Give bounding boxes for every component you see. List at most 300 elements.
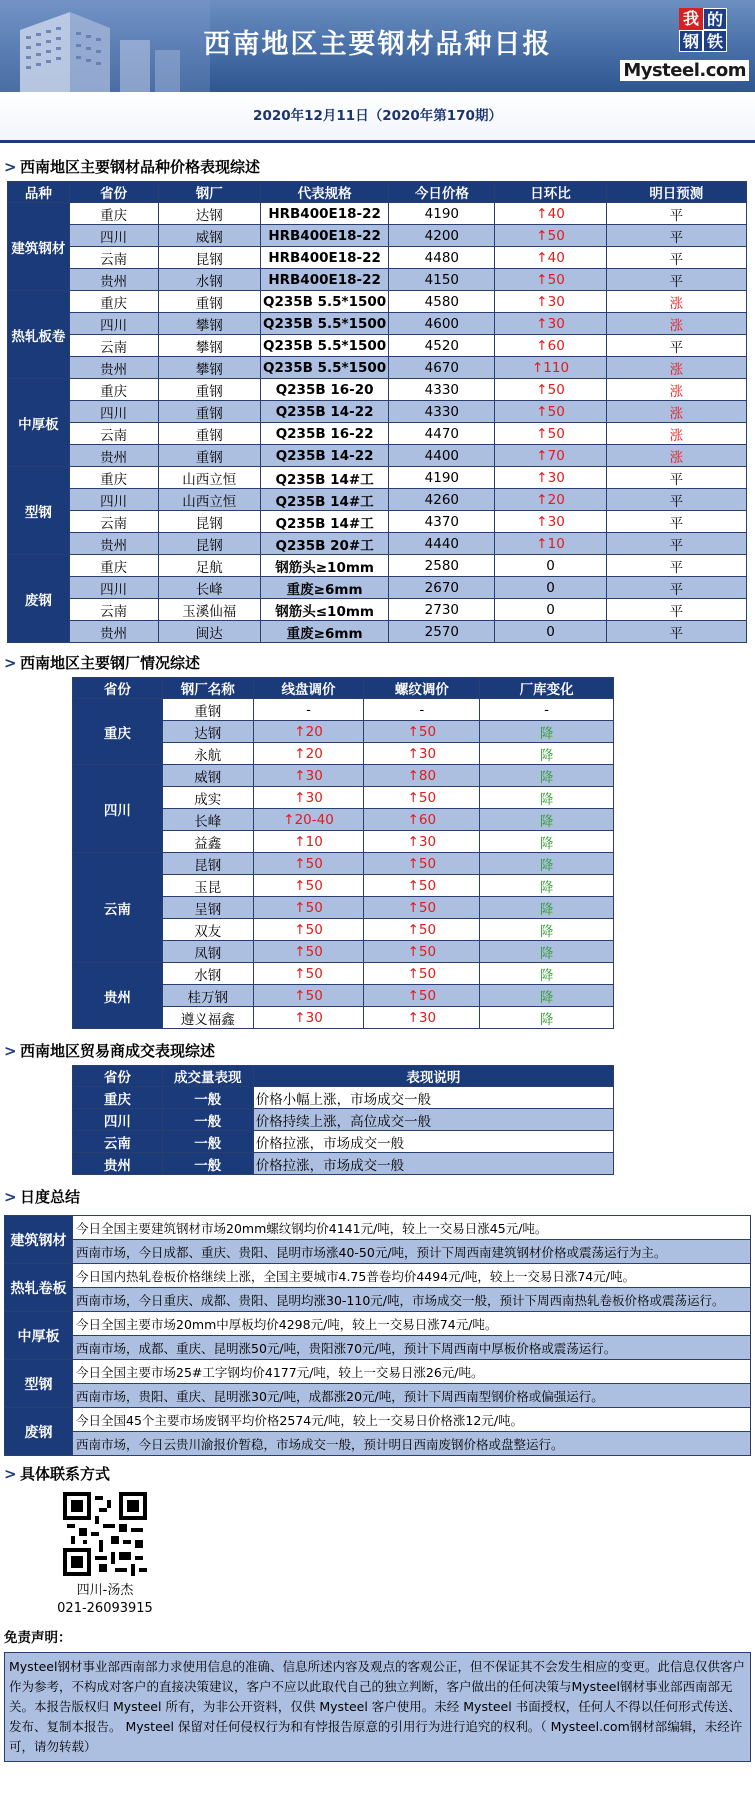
table-row <box>8 577 747 599</box>
wire-price-cell: ↑20 <box>253 721 364 743</box>
stock-change-cell: 降 <box>480 809 614 831</box>
price-cell: 4190 <box>389 203 495 225</box>
summary-row <box>5 1216 751 1240</box>
change-cell: 0 <box>495 555 606 577</box>
province-cell: 重庆 <box>69 291 158 313</box>
qr-code-icon <box>63 1492 147 1576</box>
table-row <box>8 401 747 423</box>
stock-change-cell: 降 <box>480 963 614 985</box>
change-cell: ↑50 <box>495 423 606 445</box>
spec-cell: Q235B 14-22 <box>261 401 389 423</box>
summary-row <box>5 1360 751 1384</box>
change-cell: 0 <box>495 577 606 599</box>
table-row <box>8 335 747 357</box>
column-header: 明日预测 <box>606 182 746 203</box>
category-cell: 废钢 <box>5 1408 73 1456</box>
description-cell: 价格拉涨，市场成交一般 <box>253 1131 613 1153</box>
column-header: 钢厂名称 <box>162 678 253 699</box>
wire-price-cell: ↑50 <box>253 919 364 941</box>
province-cell: 云南 <box>73 1131 163 1153</box>
mill-cell: 益鑫 <box>162 831 253 853</box>
table-row <box>73 1087 614 1109</box>
forecast-cell: 平 <box>606 269 746 291</box>
table-row <box>8 291 747 313</box>
spec-cell: Q235B 20#工 <box>261 533 389 555</box>
logo-brand: Mysteel.com <box>620 60 749 81</box>
mill-cell: 闽达 <box>158 621 260 643</box>
forecast-cell: 平 <box>606 599 746 621</box>
rebar-price-cell: ↑30 <box>364 743 480 765</box>
mill-cell: 足航 <box>158 555 260 577</box>
forecast-cell: 平 <box>606 555 746 577</box>
summary-row <box>5 1312 751 1336</box>
province-cell: 云南 <box>69 335 158 357</box>
chevron-right-icon: > <box>4 1042 17 1060</box>
wire-price-cell: ↑50 <box>253 853 364 875</box>
province-cell: 贵州 <box>69 445 158 467</box>
spec-cell: Q235B 5.5*1500 <box>261 335 389 357</box>
change-cell: ↑30 <box>495 467 606 489</box>
table-row <box>8 379 747 401</box>
change-cell: ↑40 <box>495 247 606 269</box>
province-cell: 贵州 <box>69 269 158 291</box>
rebar-price-cell: ↑50 <box>364 853 480 875</box>
column-header: 省份 <box>69 182 158 203</box>
section-summary-title: > 日度总结 <box>0 1183 755 1211</box>
wire-price-cell: ↑20 <box>253 743 364 765</box>
table-header-row <box>8 182 747 203</box>
mill-cell: 桂万钢 <box>162 985 253 1007</box>
forecast-cell: 涨 <box>606 445 746 467</box>
province-cell: 重庆 <box>69 467 158 489</box>
stock-change-cell: 降 <box>480 875 614 897</box>
mill-cell: 水钢 <box>162 963 253 985</box>
province-cell: 云南 <box>73 853 163 963</box>
change-cell: ↑50 <box>495 401 606 423</box>
column-header: 成交量表现 <box>162 1066 253 1087</box>
table-row <box>8 467 747 489</box>
change-cell: ↑60 <box>495 335 606 357</box>
province-cell: 云南 <box>69 423 158 445</box>
forecast-cell: 涨 <box>606 291 746 313</box>
spec-cell: Q235B 5.5*1500 <box>261 313 389 335</box>
rebar-price-cell: - <box>364 699 480 721</box>
spec-cell: Q235B 5.5*1500 <box>261 357 389 379</box>
issue-date: 2020年12月11日（2020年第170期） <box>0 92 755 140</box>
table-row <box>73 1109 614 1131</box>
logo-char: 的 <box>703 8 727 30</box>
rebar-price-cell: ↑50 <box>364 985 480 1007</box>
mill-cell: 威钢 <box>158 225 260 247</box>
mill-cell: 重钢 <box>158 291 260 313</box>
logo-chars <box>679 8 727 52</box>
province-cell: 云南 <box>69 599 158 621</box>
chevron-right-icon: > <box>4 654 17 672</box>
spec-cell: Q235B 16-22 <box>261 423 389 445</box>
header-divider <box>0 140 755 143</box>
column-header: 代表规格 <box>261 182 389 203</box>
column-header: 日环比 <box>495 182 606 203</box>
price-cell: 4370 <box>389 511 495 533</box>
description-cell: 价格持续上涨，高位成交一般 <box>253 1109 613 1131</box>
mill-cell: 重钢 <box>158 379 260 401</box>
spec-cell: Q235B 5.5*1500 <box>261 291 389 313</box>
province-cell: 云南 <box>69 511 158 533</box>
summary-national: 今日全国主要市场25#工字钢均价4177元/吨，较上一交易日涨26元/吨。 <box>73 1360 751 1384</box>
logo-char: 我 <box>679 8 703 30</box>
price-cell: 4480 <box>389 247 495 269</box>
stock-change-cell: 降 <box>480 985 614 1007</box>
volume-cell: 一般 <box>162 1153 253 1175</box>
table-row <box>73 963 614 985</box>
wire-price-cell: ↑50 <box>253 897 364 919</box>
summary-row <box>5 1240 751 1264</box>
contact-phone: 021-26093915 <box>57 1601 153 1616</box>
price-cell: 4600 <box>389 313 495 335</box>
summary-row <box>5 1384 751 1408</box>
spec-cell: Q235B 14#工 <box>261 467 389 489</box>
forecast-cell: 平 <box>606 203 746 225</box>
mill-cell: 玉溪仙福 <box>158 599 260 621</box>
change-cell: 0 <box>495 599 606 621</box>
wire-price-cell: ↑50 <box>253 963 364 985</box>
mill-cell: 攀钢 <box>158 357 260 379</box>
column-header: 厂库变化 <box>480 678 614 699</box>
rebar-price-cell: ↑50 <box>364 875 480 897</box>
forecast-cell: 涨 <box>606 401 746 423</box>
change-cell: ↑10 <box>495 533 606 555</box>
spec-cell: Q235B 14#工 <box>261 511 389 533</box>
table-row <box>73 853 614 875</box>
wire-price-cell: ↑50 <box>253 985 364 1007</box>
table-row <box>8 313 747 335</box>
table-row <box>8 357 747 379</box>
province-cell: 重庆 <box>73 1087 163 1109</box>
summary-row <box>5 1288 751 1312</box>
table-row <box>73 1131 614 1153</box>
province-cell: 四川 <box>69 489 158 511</box>
mill-cell: 昆钢 <box>158 511 260 533</box>
price-cell: 2730 <box>389 599 495 621</box>
mill-cell: 重钢 <box>158 445 260 467</box>
table-row <box>73 699 614 721</box>
price-cell: 4330 <box>389 401 495 423</box>
forecast-cell: 涨 <box>606 357 746 379</box>
table-header-row <box>73 678 614 699</box>
section-trade-title: > 西南地区贸易商成交表现综述 <box>0 1037 755 1065</box>
mill-cell: 昆钢 <box>158 247 260 269</box>
stock-change-cell: 降 <box>480 743 614 765</box>
stock-change-cell: 降 <box>480 1007 614 1029</box>
mill-cell: 攀钢 <box>158 313 260 335</box>
table-row <box>8 203 747 225</box>
table-row <box>8 621 747 643</box>
price-table <box>7 181 747 643</box>
header-banner <box>0 0 755 92</box>
change-cell: ↑70 <box>495 445 606 467</box>
stock-change-cell: 降 <box>480 853 614 875</box>
summary-national: 今日全国主要建筑钢材市场20mm螺纹钢均价4141元/吨，较上一交易日涨45元/吨。 <box>73 1216 751 1240</box>
disclaimer-title: 免责声明： <box>4 1630 72 1646</box>
price-cell: 4440 <box>389 533 495 555</box>
section-contact-title: > 具体联系方式 <box>0 1460 755 1488</box>
spec-cell: HRB400E18-22 <box>261 269 389 291</box>
table-row <box>8 247 747 269</box>
table-row <box>8 511 747 533</box>
category-cell: 中厚板 <box>5 1312 73 1360</box>
province-cell: 四川 <box>69 313 158 335</box>
logo-char: 铁 <box>703 30 727 52</box>
volume-cell: 一般 <box>162 1109 253 1131</box>
province-cell: 重庆 <box>69 203 158 225</box>
column-header: 省份 <box>73 678 163 699</box>
change-cell: ↑110 <box>495 357 606 379</box>
price-cell: 2670 <box>389 577 495 599</box>
stock-change-cell: 降 <box>480 897 614 919</box>
stock-change-cell: 降 <box>480 787 614 809</box>
summary-national: 今日全国45个主要市场废钢平均价格2574元/吨，较上一交易日价格涨12元/吨。 <box>73 1408 751 1432</box>
summary-row <box>5 1264 751 1288</box>
summary-national: 今日全国主要市场20mm中厚板均价4298元/吨，较上一交易日涨74元/吨。 <box>73 1312 751 1336</box>
summary-national: 今日国内热轧卷板价格继续上涨，全国主要城市4.75普卷均价4494元/吨，较上一交易日涨74元/吨。 <box>73 1264 751 1288</box>
mill-cell: 重钢 <box>158 401 260 423</box>
contact-name: 四川-汤杰 <box>76 1583 134 1598</box>
mill-cell: 永航 <box>162 743 253 765</box>
summary-row <box>5 1432 751 1456</box>
category-cell: 中厚板 <box>8 379 70 467</box>
table-row <box>73 765 614 787</box>
change-cell: ↑50 <box>495 379 606 401</box>
description-cell: 价格小幅上涨，市场成交一般 <box>253 1087 613 1109</box>
province-cell: 贵州 <box>69 357 158 379</box>
price-cell: 4580 <box>389 291 495 313</box>
rebar-price-cell: ↑50 <box>364 963 480 985</box>
summary-southwest: 西南市场，今日成都、重庆、贵阳、昆明市场涨40-50元/吨，预计下周西南建筑钢材价格或震荡运行为主。 <box>73 1240 751 1264</box>
wire-price-cell: - <box>253 699 364 721</box>
province-cell: 云南 <box>69 247 158 269</box>
mill-cell: 达钢 <box>158 203 260 225</box>
province-cell: 贵州 <box>73 1153 163 1175</box>
price-cell: 4190 <box>389 467 495 489</box>
mill-cell: 威钢 <box>162 765 253 787</box>
logo-char: 钢 <box>679 30 703 52</box>
summary-row <box>5 1408 751 1432</box>
price-cell: 4330 <box>389 379 495 401</box>
price-cell: 2570 <box>389 621 495 643</box>
wire-price-cell: ↑10 <box>253 831 364 853</box>
price-cell: 4470 <box>389 423 495 445</box>
summary-table <box>4 1215 751 1456</box>
table-row <box>8 225 747 247</box>
province-cell: 贵州 <box>69 533 158 555</box>
category-cell: 热轧卷板 <box>5 1264 73 1312</box>
change-cell: 0 <box>495 621 606 643</box>
province-cell: 四川 <box>69 401 158 423</box>
stock-change-cell: - <box>480 699 614 721</box>
forecast-cell: 涨 <box>606 379 746 401</box>
province-cell: 四川 <box>73 1109 163 1131</box>
spec-cell: 钢筋头≥10mm <box>261 555 389 577</box>
province-cell: 贵州 <box>69 621 158 643</box>
description-cell: 价格拉涨，市场成交一般 <box>253 1153 613 1175</box>
mill-cell: 遵义福鑫 <box>162 1007 253 1029</box>
summary-southwest: 西南市场，贵阳、重庆、昆明涨30元/吨，成都涨20元/吨，预计下周西南型钢价格或偏强运行。 <box>73 1384 751 1408</box>
disclaimer-text: Mysteel钢材事业部西南部力求使用信息的准确、信息所述内容及观点的客观公正，但不保证其不会发生相应的变更。此信息仅供客户作为参考，不构成对客户的直接决策建议，客户不应以此取代自己的独立判断，客户做出的任何决策与Mysteel钢材事业部西南部无关。本报告版权归 Mysteel 所有，为非公开资料，仅供 Mysteel 客户使用。未经 Mysteel 书面授权，任何人不得以任何形式传送、发布、复制本报告。 Mysteel 保留对任何侵权行为和有悖报告原意的引用行为进行追究的权利。（ Mysteel.com钢材部编辑，未经许可，请勿转载） <box>4 1652 751 1762</box>
trade-table <box>72 1065 614 1175</box>
wire-price-cell: ↑50 <box>253 941 364 963</box>
category-cell: 建筑钢材 <box>5 1216 73 1264</box>
section-mill-title: > 西南地区主要钢厂情况综述 <box>0 649 755 677</box>
wire-price-cell: ↑30 <box>253 1007 364 1029</box>
province-cell: 四川 <box>69 225 158 247</box>
price-cell: 4400 <box>389 445 495 467</box>
spec-cell: 钢筋头≤10mm <box>261 599 389 621</box>
chevron-right-icon: > <box>4 158 17 176</box>
category-cell: 热轧板卷 <box>8 291 70 379</box>
column-header: 省份 <box>73 1066 163 1087</box>
rebar-price-cell: ↑50 <box>364 787 480 809</box>
change-cell: ↑50 <box>495 269 606 291</box>
mill-table <box>72 677 614 1029</box>
mysteel-logo <box>623 8 749 86</box>
forecast-cell: 平 <box>606 511 746 533</box>
spec-cell: HRB400E18-22 <box>261 247 389 269</box>
province-cell: 重庆 <box>69 379 158 401</box>
price-cell: 2580 <box>389 555 495 577</box>
mill-cell: 长峰 <box>158 577 260 599</box>
mill-cell: 玉昆 <box>162 875 253 897</box>
change-cell: ↑30 <box>495 291 606 313</box>
table-row <box>8 269 747 291</box>
column-header: 钢厂 <box>158 182 260 203</box>
change-cell: ↑50 <box>495 225 606 247</box>
province-cell: 重庆 <box>69 555 158 577</box>
province-cell: 四川 <box>69 577 158 599</box>
wire-price-cell: ↑30 <box>253 787 364 809</box>
mill-cell: 双友 <box>162 919 253 941</box>
price-cell: 4670 <box>389 357 495 379</box>
chevron-right-icon: > <box>4 1188 17 1206</box>
forecast-cell: 平 <box>606 533 746 555</box>
mill-cell: 山西立恒 <box>158 489 260 511</box>
table-row <box>8 489 747 511</box>
category-cell: 型钢 <box>8 467 70 555</box>
change-cell: ↑40 <box>495 203 606 225</box>
mill-cell: 昆钢 <box>162 853 253 875</box>
rebar-price-cell: ↑50 <box>364 919 480 941</box>
column-header: 线盘调价 <box>253 678 364 699</box>
spec-cell: Q235B 16-20 <box>261 379 389 401</box>
mill-cell: 攀钢 <box>158 335 260 357</box>
column-header: 螺纹调价 <box>364 678 480 699</box>
category-cell: 型钢 <box>5 1360 73 1408</box>
volume-cell: 一般 <box>162 1131 253 1153</box>
forecast-cell: 平 <box>606 621 746 643</box>
forecast-cell: 平 <box>606 225 746 247</box>
rebar-price-cell: ↑30 <box>364 831 480 853</box>
forecast-cell: 涨 <box>606 423 746 445</box>
price-cell: 4150 <box>389 269 495 291</box>
summary-row <box>5 1336 751 1360</box>
table-row <box>8 423 747 445</box>
column-header: 品种 <box>8 182 70 203</box>
wire-price-cell: ↑20-40 <box>253 809 364 831</box>
spec-cell: Q235B 14-22 <box>261 445 389 467</box>
mill-cell: 重钢 <box>162 699 253 721</box>
province-cell: 四川 <box>73 765 163 853</box>
summary-southwest: 西南市场，今日云贵川渝报价暂稳，市场成交一般，预计明日西南废钢价格或盘整运行。 <box>73 1432 751 1456</box>
forecast-cell: 平 <box>606 577 746 599</box>
price-cell: 4520 <box>389 335 495 357</box>
mill-cell: 重钢 <box>158 423 260 445</box>
table-header-row <box>73 1066 614 1087</box>
table-row <box>8 555 747 577</box>
change-cell: ↑20 <box>495 489 606 511</box>
mill-cell: 山西立恒 <box>158 467 260 489</box>
wire-price-cell: ↑30 <box>253 765 364 787</box>
mill-cell: 长峰 <box>162 809 253 831</box>
mill-cell: 达钢 <box>162 721 253 743</box>
contact-block <box>25 1492 185 1616</box>
mill-cell: 水钢 <box>158 269 260 291</box>
rebar-price-cell: ↑30 <box>364 1007 480 1029</box>
province-cell: 重庆 <box>73 699 163 765</box>
table-row <box>8 599 747 621</box>
chevron-right-icon: > <box>4 1465 17 1483</box>
summary-southwest: 西南市场，今日重庆、成都、贵阳、昆明均涨30-110元/吨，市场成交一般，预计下周西南热轧卷板价格或震荡运行。 <box>73 1288 751 1312</box>
report-title: 西南地区主要钢材品种日报 <box>203 29 552 60</box>
column-header: 今日价格 <box>389 182 495 203</box>
mill-cell: 成实 <box>162 787 253 809</box>
spec-cell: HRB400E18-22 <box>261 225 389 247</box>
price-cell: 4260 <box>389 489 495 511</box>
column-header: 表现说明 <box>253 1066 613 1087</box>
rebar-price-cell: ↑50 <box>364 941 480 963</box>
table-row <box>8 533 747 555</box>
category-cell: 废钢 <box>8 555 70 643</box>
forecast-cell: 平 <box>606 247 746 269</box>
rebar-price-cell: ↑50 <box>364 721 480 743</box>
category-cell: 建筑钢材 <box>8 203 70 291</box>
stock-change-cell: 降 <box>480 941 614 963</box>
stock-change-cell: 降 <box>480 919 614 941</box>
forecast-cell: 平 <box>606 335 746 357</box>
rebar-price-cell: ↑50 <box>364 897 480 919</box>
stock-change-cell: 降 <box>480 721 614 743</box>
province-cell: 贵州 <box>73 963 163 1029</box>
change-cell: ↑30 <box>495 313 606 335</box>
rebar-price-cell: ↑60 <box>364 809 480 831</box>
wire-price-cell: ↑50 <box>253 875 364 897</box>
section-price-title: > 西南地区主要钢材品种价格表现综述 <box>0 153 755 181</box>
forecast-cell: 涨 <box>606 313 746 335</box>
rebar-price-cell: ↑80 <box>364 765 480 787</box>
change-cell: ↑30 <box>495 511 606 533</box>
summary-southwest: 西南市场，成都、重庆、昆明涨50元/吨，贵阳涨70元/吨，预计下周西南中厚板价格或震荡运行。 <box>73 1336 751 1360</box>
mill-cell: 凤钢 <box>162 941 253 963</box>
stock-change-cell: 降 <box>480 831 614 853</box>
stock-change-cell: 降 <box>480 765 614 787</box>
volume-cell: 一般 <box>162 1087 253 1109</box>
table-row <box>8 445 747 467</box>
spec-cell: 重废≥6mm <box>261 621 389 643</box>
spec-cell: 重废≥6mm <box>261 577 389 599</box>
spec-cell: HRB400E18-22 <box>261 203 389 225</box>
price-cell: 4200 <box>389 225 495 247</box>
forecast-cell: 平 <box>606 467 746 489</box>
spec-cell: Q235B 14#工 <box>261 489 389 511</box>
forecast-cell: 平 <box>606 489 746 511</box>
